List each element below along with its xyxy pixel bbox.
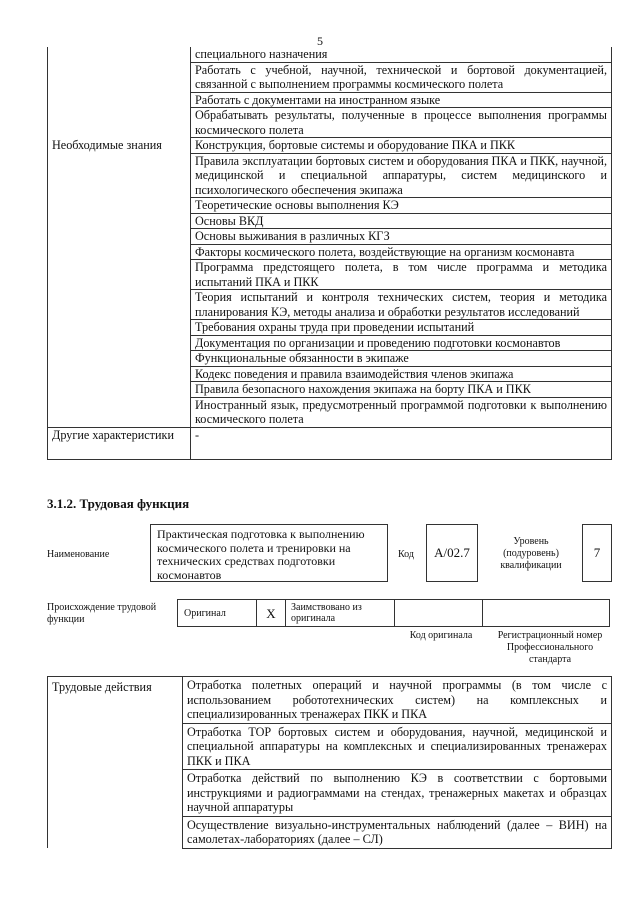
row-text: Правила безопасного нахождения экипажа на борту ПКА и ПКК: [191, 382, 612, 398]
knowledge-row: [48, 229, 612, 245]
row-text: Правила эксплуатации бортовых систем и оборудования ПКА и ПКК, научной, медицинской и специальной аппаратуры, систем медицинского и психологического обеспечения экипажа: [191, 153, 612, 198]
row-label: [48, 397, 191, 427]
row-label: [48, 62, 191, 92]
knowledge-row: [48, 138, 612, 154]
knowledge-row: [48, 320, 612, 336]
knowledge-row: [48, 351, 612, 367]
original-cell: Оригинал: [177, 599, 257, 627]
row-text: Теория испытаний и контроля технических систем, теория и методика планирования КЭ, методы анализа и обработки результатов исследований: [191, 290, 612, 320]
row-text: специального назначения: [191, 47, 612, 62]
page-number: 5: [317, 34, 323, 48]
knowledge-row: [48, 198, 612, 214]
row-label: [48, 198, 191, 214]
knowledge-row: [48, 335, 612, 351]
row-label: [48, 320, 191, 336]
knowledge-row: [48, 397, 612, 427]
row-label: [48, 335, 191, 351]
row-text: Требования охраны труда при проведении испытаний: [191, 320, 612, 336]
row-text: Конструкция, бортовые системы и оборудование ПКА и ПКК: [191, 138, 612, 154]
row-text: Кодекс поведения и правила взаимодействия членов экипажа: [191, 366, 612, 382]
row-label: [48, 229, 191, 245]
original-mark: X: [256, 599, 286, 627]
other-value: -: [191, 427, 612, 459]
code-label: Код: [398, 549, 414, 560]
knowledge-row: [48, 108, 612, 138]
actions-label: Трудовые действия: [48, 677, 183, 849]
row-label: Необходимые знания: [48, 138, 191, 154]
row-label: [48, 108, 191, 138]
code-original-cell: [394, 599, 483, 627]
row-label: [48, 382, 191, 398]
row-label: [48, 213, 191, 229]
other-label: Другие характеристики: [48, 427, 191, 459]
row-text: Программа предстоящего полета, в том числе программа и методика испытаний ПКА и ПКК: [191, 260, 612, 290]
action-text: Осуществление визуально-инструментальных наблюдений (далее – ВИН) на самолетах-лабораториях (далее – СЛ): [183, 816, 612, 848]
row-label: [48, 47, 191, 62]
row-text: Документация по организации и проведению подготовки космонавтов: [191, 335, 612, 351]
other-characteristics-row: [48, 427, 612, 459]
row-label: [48, 351, 191, 367]
level-value-box: 7: [582, 524, 612, 582]
knowledge-row: [48, 213, 612, 229]
reg-number-cell: [482, 599, 610, 627]
row-text: Основы выживания в различных КГЗ: [191, 229, 612, 245]
reg-number-caption: Регистрационный номер Профессионального стандарта: [497, 630, 603, 665]
action-row: [48, 677, 612, 724]
knowledge-row: [48, 153, 612, 198]
row-text: Теоретические основы выполнения КЭ: [191, 198, 612, 214]
row-text: Основы ВКД: [191, 213, 612, 229]
origin-label: Происхождение трудовой функции: [47, 602, 157, 625]
origin-row: [178, 599, 610, 627]
function-name-box: Практическая подготовка к выполнению космического полета и тренировки на технических средствах подготовки космонавтов: [150, 524, 388, 582]
knowledge-row: [48, 92, 612, 108]
row-label: [48, 92, 191, 108]
row-text: Иностранный язык, предусмотренный программой подготовки к выполнению космического полета: [191, 397, 612, 427]
action-text: Отработка полетных операций и научной программы (в том числе с использованием робототехнических систем) на комплексных и специализированных тренажерах ПКК и ПКА: [183, 677, 612, 724]
knowledge-row: [48, 260, 612, 290]
action-text: Отработка ТОР бортовых систем и оборудования, научной, медицинской и специальной аппаратуры на комплексных и специализированных тренажерах ПКК и ПКА: [183, 723, 612, 770]
name-label: Наименование: [47, 549, 110, 560]
code-original-caption: Код оригинала: [409, 630, 473, 641]
section-title: 3.1.2. Трудовая функция: [47, 496, 190, 511]
row-text: Функциональные обязанности в экипаже: [191, 351, 612, 367]
knowledge-row: [48, 62, 612, 92]
row-label: [48, 260, 191, 290]
knowledge-row: [48, 290, 612, 320]
row-label: [48, 366, 191, 382]
row-label: [48, 153, 191, 198]
row-text: Факторы космического полета, воздействующие на организм космонавта: [191, 244, 612, 260]
knowledge-row: [48, 366, 612, 382]
borrowed-cell: Заимствовано из оригинала: [285, 599, 395, 627]
knowledge-table: [47, 47, 612, 460]
row-label: [48, 290, 191, 320]
code-value-box: А/02.7: [426, 524, 478, 582]
row-text: Работать с документами на иностранном языке: [191, 92, 612, 108]
level-label: Уровень (подуровень) квалификации: [500, 536, 562, 571]
knowledge-row: [48, 47, 612, 62]
knowledge-row: [48, 382, 612, 398]
row-label: [48, 244, 191, 260]
actions-table: [47, 676, 612, 849]
action-text: Отработка действий по выполнению КЭ в соответствии с бортовыми инструкциями и радиограммами на стендах, тренажерных макетах и образцах научной аппаратуры: [183, 770, 612, 817]
row-text: Обрабатывать результаты, полученные в процессе выполнения программы космического полета: [191, 108, 612, 138]
row-text: Работать с учебной, научной, технической и бортовой документацией, связанной с выполнением программы космического полета: [191, 62, 612, 92]
knowledge-row: [48, 244, 612, 260]
